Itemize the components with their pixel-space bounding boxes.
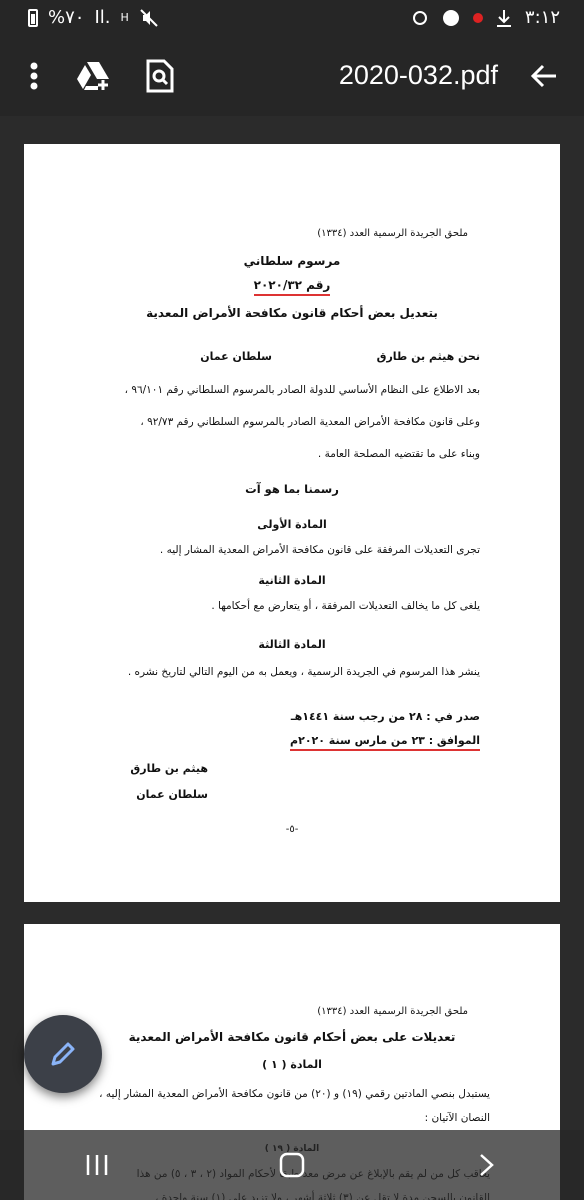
- add-to-drive-icon[interactable]: [74, 56, 114, 96]
- download-icon: [495, 8, 513, 28]
- recent-apps-button[interactable]: [67, 1145, 127, 1185]
- battery-percent: %٧٠: [48, 7, 85, 28]
- edit-pencil-icon: [48, 1039, 78, 1069]
- status-left: [28, 7, 159, 28]
- preamble-line-1: بعد الاطلاع على النظام الأساسي للدولة الصادر بالمرسوم السلطاني رقم ٩٦/١٠١ ،: [124, 384, 480, 396]
- location-icon: [411, 9, 429, 27]
- article3-text: ينشر هذا المرسوم في الجريدة الرسمية ، ويعمل به من اليوم التالي لتاريخ نشره .: [127, 666, 480, 678]
- search-in-doc-icon[interactable]: [140, 56, 180, 96]
- notification-app-icon: [441, 8, 461, 28]
- issued-gregorian-text: الموافق : ٢٣ من مارس سنة ٢٠٢٠م: [290, 734, 480, 751]
- signature-title: سلطان عمان: [136, 788, 208, 801]
- preamble-line-2: وعلى قانون مكافحة الأمراض المعدية الصادر بالمرسوم السلطاني رقم ٩٢/٧٣ ،: [140, 416, 480, 428]
- nav-back-button[interactable]: [457, 1145, 517, 1185]
- decree-heading: رسمنا بما هو آت: [245, 482, 339, 496]
- signature-name: هيثم بن طارق: [130, 762, 208, 775]
- recent-apps-icon: [84, 1153, 110, 1177]
- article2-title: المادة الثانية: [258, 574, 326, 587]
- battery-icon: [28, 9, 38, 27]
- article-label: المادة ( ١ ): [262, 1058, 322, 1071]
- network-type: H: [120, 11, 129, 24]
- issued-gregorian: [290, 734, 480, 747]
- edit-fab-button[interactable]: [24, 1015, 102, 1093]
- app-bar: [0, 36, 584, 116]
- status-right: [411, 7, 560, 28]
- article3-title: المادة الثالثة: [258, 638, 326, 651]
- home-icon: [278, 1151, 306, 1179]
- article1-title: المادة الأولى: [257, 518, 327, 531]
- sender-title: سلطان عمان: [200, 350, 272, 363]
- home-button[interactable]: [262, 1145, 322, 1185]
- system-nav-bar: [0, 1130, 584, 1200]
- status-bar: [0, 0, 584, 36]
- notification-red-dot-icon: [473, 13, 483, 23]
- gazette-header-2: ملحق الجريدة الرسمية العدد (١٣٣٤): [317, 1006, 468, 1017]
- nav-back-icon: [477, 1152, 497, 1178]
- sender-name: نحن هيثم بن طارق: [376, 350, 480, 363]
- issued-hijri: صدر في : ٢٨ من رجب سنة ١٤٤١هـ: [290, 710, 480, 723]
- page2-line-2: النصان الآتيان :: [424, 1112, 490, 1124]
- file-name-title: 2020-032.pdf: [338, 60, 498, 90]
- amendments-title: تعديلات على بعض أحكام قانون مكافحة الأمراض المعدية: [128, 1030, 456, 1044]
- article2-text: يلغى كل ما يخالف التعديلات المرفقة ، أو يتعارض مع أحكامها .: [211, 600, 480, 612]
- article1-text: تجرى التعديلات المرفقة على قانون مكافحة الأمراض المعدية المشار إليه .: [159, 544, 480, 556]
- more-vert-icon[interactable]: [14, 56, 54, 96]
- arrow-back-icon[interactable]: [524, 56, 564, 96]
- decree-number: [24, 278, 560, 292]
- pdf-page-1: [24, 144, 560, 902]
- decree-number-text: رقم ٢٠٢٠/٣٢: [254, 278, 331, 296]
- page-number: -٥-: [285, 824, 299, 835]
- gazette-header: ملحق الجريدة الرسمية العدد (١٣٣٤): [317, 228, 468, 239]
- decree-title: مرسوم سلطاني: [243, 254, 341, 268]
- page2-line-1: يستبدل بنصي المادتين رقمي (١٩) و (٢٠) من قانون مكافحة الأمراض المعدية المشار إليه ،: [99, 1088, 490, 1100]
- mute-icon: [139, 8, 159, 28]
- signal-icon: Il.: [94, 7, 111, 28]
- clock: ٣:١٢: [524, 7, 560, 28]
- preamble-line-3: وبناء على ما تقتضيه المصلحة العامة .: [317, 448, 480, 460]
- decree-subject: بتعديل بعض أحكام قانون مكافحة الأمراض المعدية: [146, 306, 438, 320]
